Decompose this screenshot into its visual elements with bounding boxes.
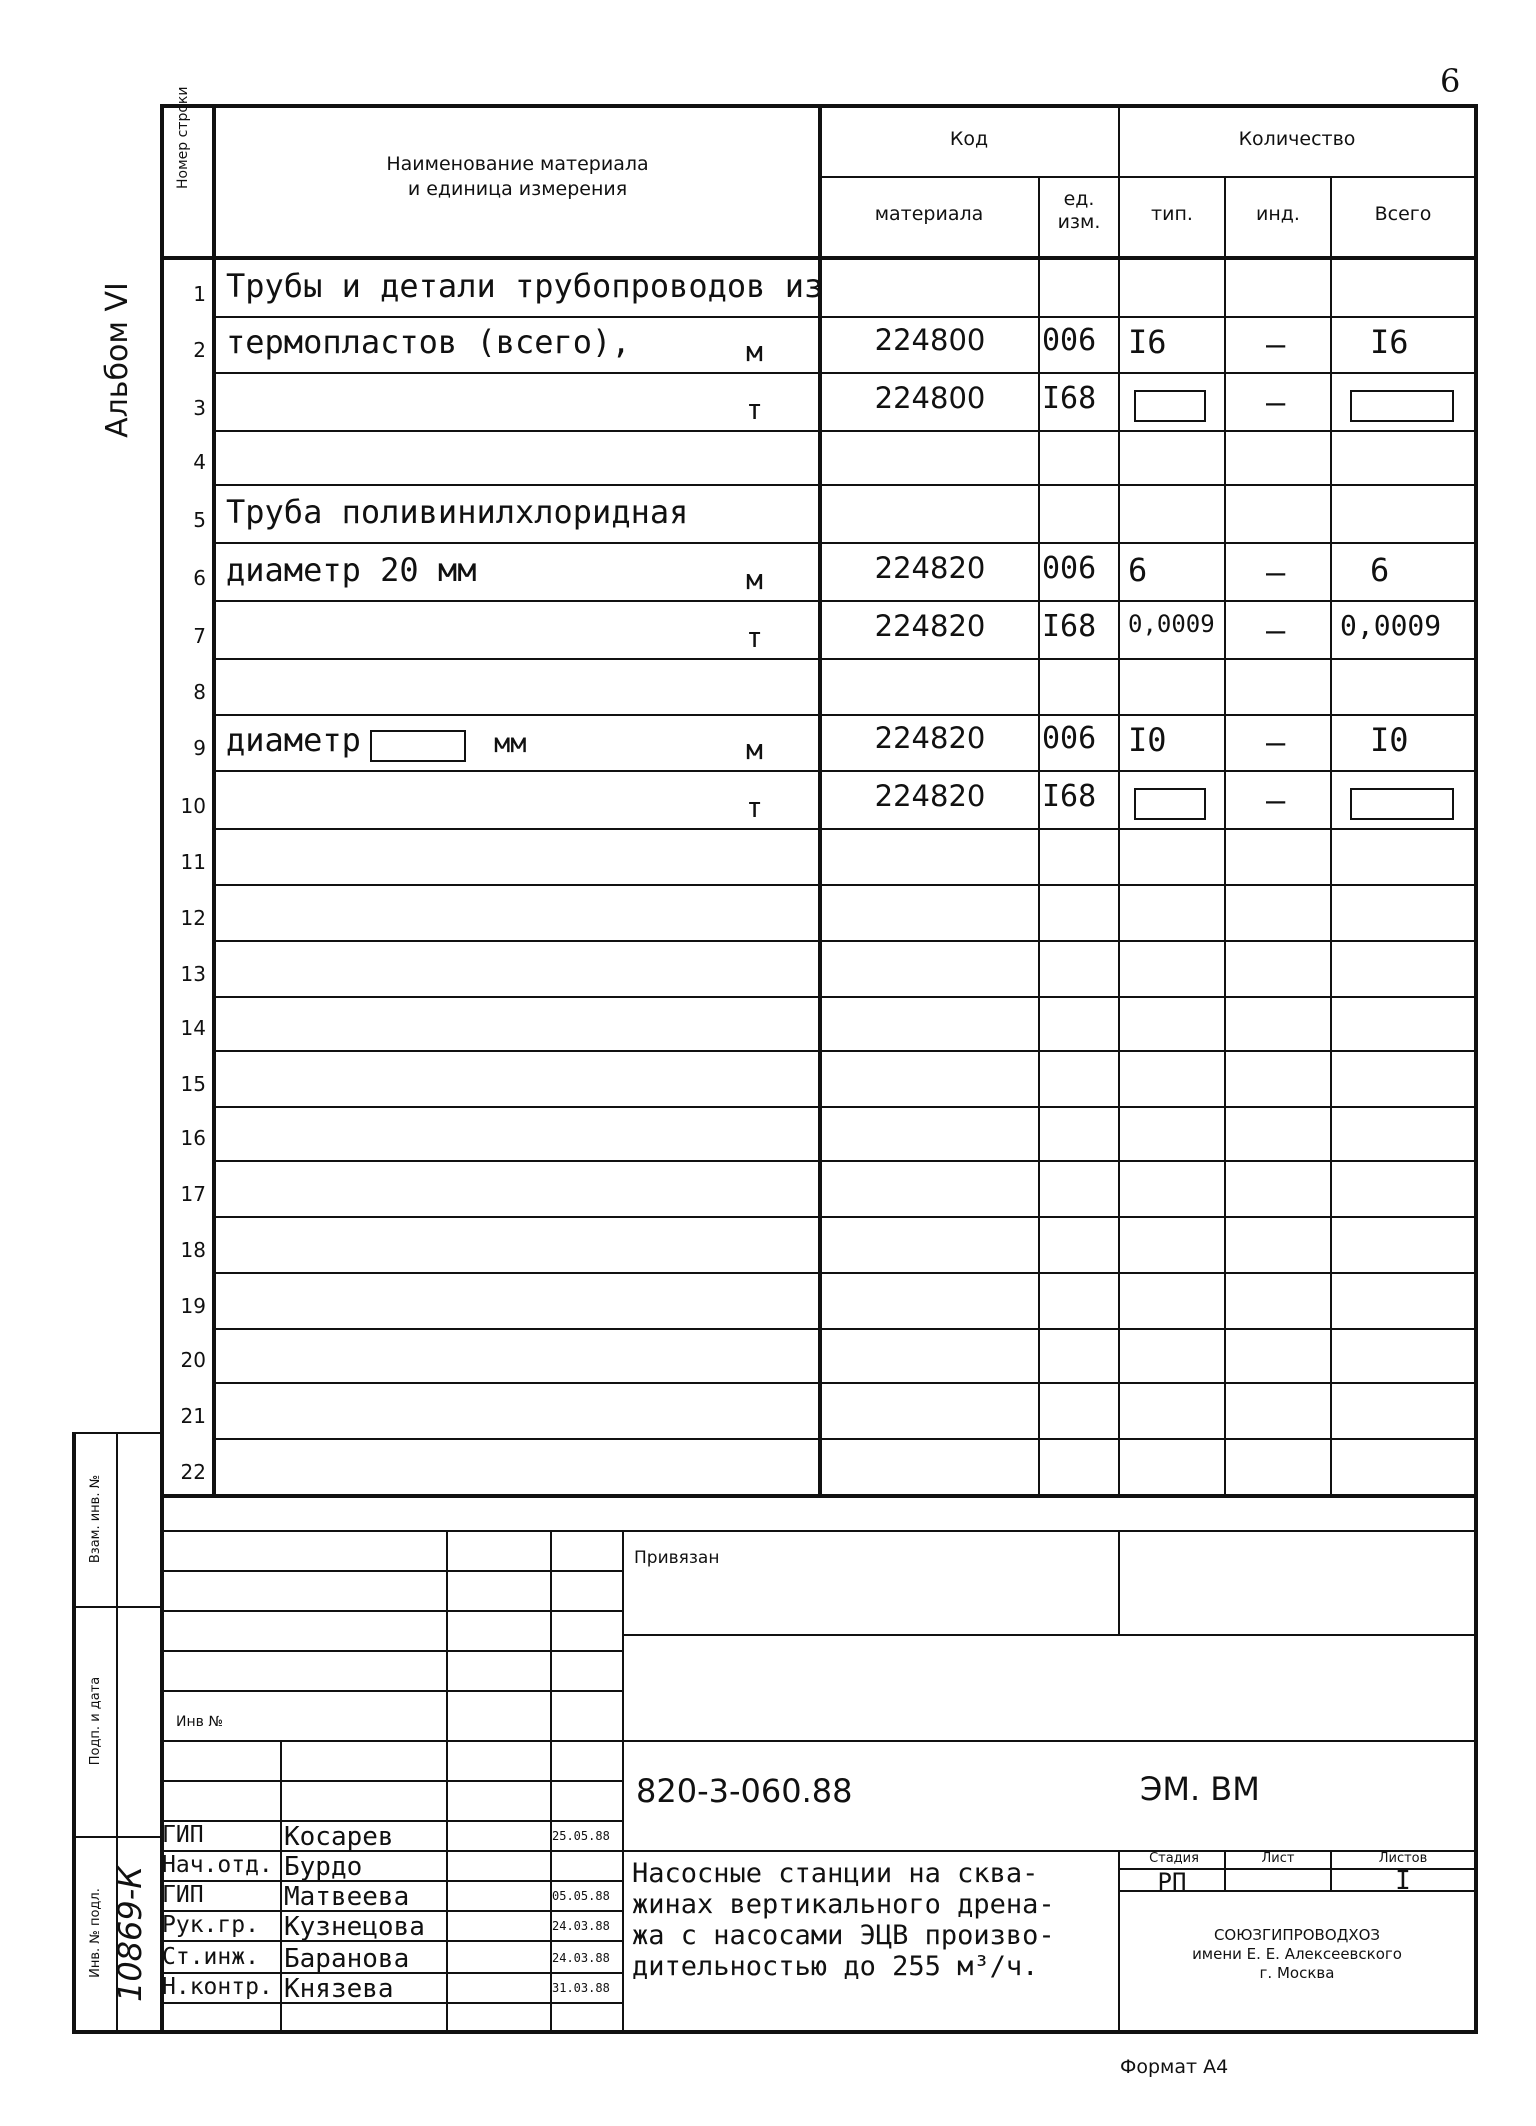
- inv-podl-label: Инв. № подл.: [88, 1888, 103, 1978]
- unit-code: 006: [1042, 721, 1097, 756]
- qty-ind: –: [1266, 553, 1286, 591]
- row-number: 7: [193, 624, 206, 648]
- row-unit: м: [746, 335, 763, 368]
- row-divider: [214, 1106, 1476, 1108]
- signature-name: Князева: [284, 1974, 394, 2004]
- row-divider: [214, 714, 1476, 716]
- row-divider: [214, 996, 1476, 998]
- signature-date: 25.05.88: [552, 1829, 610, 1843]
- row-number: 20: [180, 1348, 206, 1372]
- code-unit-header: ед. изм.: [1057, 188, 1101, 233]
- row-number: 5: [193, 508, 206, 532]
- qty-typ-header: тип.: [1151, 203, 1193, 225]
- signature-date: 24.03.88: [552, 1919, 610, 1933]
- row-number: 1: [193, 282, 206, 306]
- material-code: 224820: [874, 609, 986, 643]
- unit-code: I68: [1042, 779, 1097, 814]
- row-divider: [214, 1216, 1476, 1218]
- row-unit: т: [746, 393, 763, 426]
- row-divider: [214, 542, 1476, 544]
- row-divider: [214, 940, 1476, 942]
- qty-total: 6: [1370, 551, 1390, 589]
- inv-podl-value: 10869-К: [111, 1865, 149, 2003]
- signature-role: Нач.отд.: [162, 1852, 273, 1878]
- qty-ind-header: инд.: [1256, 203, 1300, 225]
- signature-role: Н.контр.: [162, 1974, 273, 2000]
- qty-ind: –: [1266, 325, 1286, 363]
- row-number: 8: [193, 680, 206, 704]
- row-divider: [214, 1438, 1476, 1440]
- row-number: 9: [193, 736, 206, 760]
- row-name: Труба поливинилхлоридная: [226, 493, 689, 531]
- signature-name: Матвеева: [284, 1882, 410, 1912]
- signature-date: 24.03.88: [552, 1951, 610, 1965]
- row-number: 4: [193, 450, 206, 474]
- blank-diameter-box: [370, 730, 466, 762]
- code-material-header: материала: [874, 203, 984, 225]
- organization: СОЮЗГИПРОВОДХОЗ имени Е. Е. Алексеевского г. Москва: [1192, 1926, 1402, 1982]
- material-code: 224800: [874, 381, 986, 415]
- row-number: 14: [180, 1016, 206, 1040]
- row-divider: [214, 372, 1476, 374]
- signature-date: 05.05.88: [552, 1889, 610, 1903]
- material-code: 224800: [874, 323, 986, 357]
- row-divider: [214, 484, 1476, 486]
- row-number: 21: [180, 1404, 206, 1428]
- qty-ind: –: [1266, 383, 1286, 421]
- vzam-label: Взам. инв. №: [88, 1474, 103, 1564]
- doc-mark: ЭМ. ВМ: [1140, 1770, 1260, 1808]
- qty-typ: I6: [1128, 323, 1167, 361]
- row-divider: [214, 658, 1476, 660]
- signature-name: Косарев: [284, 1822, 394, 1852]
- qty-ind: –: [1266, 611, 1286, 649]
- unit-code: 006: [1042, 323, 1097, 358]
- row-divider: [214, 1382, 1476, 1384]
- qty-typ: 6: [1128, 551, 1148, 589]
- signature-role: ГИП: [162, 1882, 204, 1908]
- row-number: 2: [193, 338, 206, 362]
- code-header: Код: [949, 128, 989, 150]
- signature-role: ГИП: [162, 1822, 204, 1848]
- unit-code: I68: [1042, 381, 1097, 416]
- row-unit: м: [746, 733, 763, 766]
- signature-role: Рук.гр.: [162, 1912, 259, 1938]
- privyazan-label: Привязан: [634, 1548, 720, 1568]
- stage-label: Стадия: [1149, 1851, 1199, 1866]
- signature-name: Бурдо: [284, 1852, 363, 1882]
- row-number-header: Номер строки: [175, 86, 191, 189]
- row-divider: [214, 316, 1476, 318]
- sheets-label: Листов: [1378, 1851, 1428, 1866]
- row-number: 18: [180, 1238, 206, 1262]
- qty-ind: –: [1266, 723, 1286, 761]
- row-number: 17: [180, 1182, 206, 1206]
- row-divider: [214, 884, 1476, 886]
- row-divider: [214, 1328, 1476, 1330]
- sheets-value: I: [1395, 1866, 1411, 1896]
- qty-total: 0,0009: [1340, 609, 1442, 642]
- project-title: Насосные станции на сква- жинах вертикального дрена- жа с насосами ЭЦВ произво- дительностью до 255 м³/ч.: [632, 1858, 1055, 1982]
- row-divider: [214, 600, 1476, 602]
- row-number: 10: [180, 794, 206, 818]
- row-divider: [214, 430, 1476, 432]
- row-divider: [214, 1050, 1476, 1052]
- unit-code: 006: [1042, 551, 1097, 586]
- row-9-unit-mm: мм: [494, 728, 527, 759]
- podp-label: Подп. и дата: [88, 1676, 103, 1766]
- qty-typ: 0,0009: [1128, 610, 1215, 638]
- row-number: 11: [180, 850, 206, 874]
- signature-name: Баранова: [284, 1944, 410, 1974]
- name-header: Наименование материала и единица измерения: [386, 153, 649, 200]
- row-divider: [214, 1494, 1476, 1496]
- material-code: 224820: [874, 721, 986, 755]
- doc-code: 820-3-060.88: [636, 1772, 853, 1810]
- row-number: 6: [193, 566, 206, 590]
- blank-total-box: [1350, 390, 1454, 422]
- row-number: 13: [180, 962, 206, 986]
- signature-role: Ст.инж.: [162, 1944, 259, 1970]
- qty-total: I6: [1370, 323, 1409, 361]
- qty-total-header: Всего: [1374, 203, 1432, 225]
- row-divider: [214, 770, 1476, 772]
- row-number: 19: [180, 1294, 206, 1318]
- page-number: 6: [1440, 62, 1461, 100]
- row-unit: т: [746, 621, 763, 654]
- material-code: 224820: [874, 551, 986, 585]
- row-name: диаметр 20 мм: [226, 551, 477, 589]
- qty-ind: –: [1266, 781, 1286, 819]
- row-divider: [214, 1272, 1476, 1274]
- row-name: Трубы и детали трубопроводов из: [226, 267, 824, 305]
- unit-code: I68: [1042, 609, 1097, 644]
- blank-total-box: [1350, 788, 1454, 820]
- format-label: Формат А4: [1120, 2056, 1229, 2078]
- row-number: 3: [193, 396, 206, 420]
- album-label: Альбом VI: [100, 282, 135, 438]
- row-name: термопластов (всего),: [226, 323, 631, 361]
- row-number: 12: [180, 906, 206, 930]
- stage-value: РП: [1157, 1868, 1187, 1896]
- row-unit: т: [746, 791, 763, 824]
- row-divider: [214, 828, 1476, 830]
- signature-name: Кузнецова: [284, 1912, 425, 1942]
- material-code: 224820: [874, 779, 986, 813]
- row-name: диаметр: [226, 721, 361, 759]
- inv-no-label: Инв №: [176, 1714, 223, 1730]
- blank-typ-box: [1134, 390, 1206, 422]
- row-number: 16: [180, 1126, 206, 1150]
- quantity-header: Количество: [1238, 128, 1356, 150]
- sheet-label: Лист: [1261, 1851, 1295, 1866]
- row-unit: м: [746, 563, 763, 596]
- row-divider: [214, 1160, 1476, 1162]
- row-number: 15: [180, 1072, 206, 1096]
- row-number: 22: [180, 1460, 206, 1484]
- qty-total: I0: [1370, 721, 1409, 759]
- signature-date: 31.03.88: [552, 1981, 610, 1995]
- qty-typ: I0: [1128, 721, 1167, 759]
- blank-typ-box: [1134, 788, 1206, 820]
